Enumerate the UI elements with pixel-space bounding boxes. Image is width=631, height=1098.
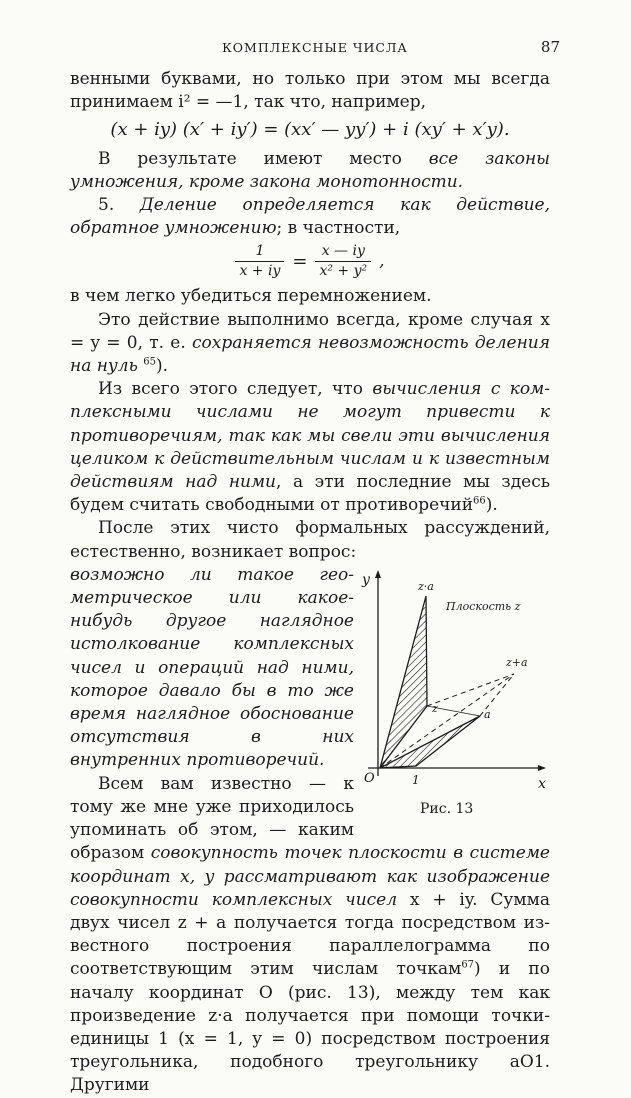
paragraph-7-emphasis: возможно ли такое геометрическое или какое-нибудь другое наглядное истолкование комплексных чисел и операций над ними, которое давало бы в то же время наглядное обоснование отсутствия в них внутренних противоречий. bbox=[70, 564, 354, 771]
label-z: z bbox=[432, 701, 438, 715]
label-z-plus-a: z+a bbox=[506, 655, 528, 669]
fraction-left-numerator: 1 bbox=[255, 243, 265, 260]
paragraph-2-emphasis: все законы умножения, кроме закона монотонности. bbox=[70, 148, 550, 192]
page-number: 87 bbox=[540, 38, 560, 56]
label-plane: Плоскость z bbox=[446, 599, 521, 613]
fraction-left bbox=[235, 242, 284, 281]
formula-comma: , bbox=[379, 251, 385, 272]
y-axis-arrow-icon bbox=[375, 570, 381, 578]
paragraph-7-text: После этих чисто формальных рассуждений, естественно, возникает вопрос: bbox=[70, 518, 550, 562]
paragraph-7-lead bbox=[70, 517, 550, 563]
formula-division bbox=[70, 242, 550, 281]
footnote-ref-66: 66 bbox=[473, 495, 486, 507]
x-axis-arrow-icon bbox=[538, 765, 546, 771]
paragraph-3-emphasis: Деление определяется как действие, обратное умножению bbox=[70, 195, 551, 239]
paragraph-2-text: В результате имеют место bbox=[98, 148, 429, 169]
page-header bbox=[70, 40, 560, 62]
figure-13-diagram bbox=[360, 566, 560, 834]
paragraph-8-text-2: x + iy. Сумма двух чисел z + a получается тогда посредством известного построения параллелограмма по соответствующим этим числам точкам bbox=[70, 889, 550, 980]
footnote-ref-65: 65 bbox=[143, 356, 157, 368]
paragraph-5-text: Это действие выполнимо всегда, кроме случая x = y = 0, т. е. bbox=[70, 309, 550, 353]
paragraph-5-emphasis: сохраняется невозможность деления на нуль bbox=[70, 332, 550, 377]
body-text bbox=[70, 68, 550, 1098]
label-origin: O bbox=[364, 770, 375, 786]
paragraph-8-text: Всем вам известно — к тому же мне уже приходилось упоминать об этом, — каким образом bbox=[70, 773, 354, 864]
label-a: a bbox=[484, 707, 491, 721]
label-y: y bbox=[362, 571, 370, 588]
paragraph-2 bbox=[70, 148, 550, 194]
paragraph-5-end: ). bbox=[156, 356, 169, 377]
triangle-za bbox=[380, 596, 427, 768]
paragraph-6-text-2: , а эти последние мы здесь будем считать свободными от противоречий bbox=[70, 472, 550, 516]
paragraph-1-text: венными буквами, но только при этом мы всегда принимаем i² = —1, так что, например, bbox=[70, 69, 550, 113]
paragraph-3-text: ; в частности, bbox=[276, 218, 401, 239]
label-x: x bbox=[538, 775, 546, 792]
running-title: КОМПЛЕКСНЫЕ ЧИСЛА bbox=[222, 40, 408, 55]
label-za: z·a bbox=[418, 579, 434, 593]
paragraph-8-emphasis: совокупность точек плоскости в системе координат x, y рассматривают как изображение совокупности комплексных чисел bbox=[70, 843, 550, 910]
formula-multiplication: (x + iy) (x′ + iy′) = (xx′ — yy′) + i (xy′ + x′y). bbox=[110, 119, 510, 141]
parallelogram-side-1 bbox=[427, 674, 514, 706]
equals-sign: = bbox=[292, 251, 308, 273]
paragraph-3-number: 5. bbox=[98, 195, 140, 216]
paragraph-1 bbox=[70, 68, 550, 114]
paragraph-6-emphasis: вычисления с комплексными числами не могут привести к противоречиям, так как мы свели эти вычисления целиком к действительным числам и к известным действиям над ними bbox=[70, 379, 551, 493]
paragraph-4-text: в чем легко убедиться перемножением. bbox=[70, 286, 432, 307]
fraction-right-denominator: x² + y² bbox=[315, 261, 371, 281]
paragraph-3 bbox=[70, 194, 550, 240]
paragraph-4 bbox=[70, 285, 550, 308]
figure-text-block bbox=[70, 517, 550, 1097]
paragraph-5 bbox=[70, 309, 550, 379]
label-one: 1 bbox=[412, 772, 420, 787]
footnote-ref-67: 67 bbox=[461, 959, 475, 971]
paragraph-6-end: ). bbox=[485, 495, 498, 516]
fraction-right bbox=[315, 242, 371, 281]
figure-13 bbox=[360, 566, 560, 834]
paragraph-6-text: Из всего этого следует, что bbox=[98, 379, 373, 400]
figure-caption: Рис. 13 bbox=[420, 800, 474, 817]
paragraph-8-end: ) и по началу координат O (рис. 13), между тем как произведение z·a получается при помощи точки-единицы 1 (x = 1, y = 0) посредством построения треугольника, подобного треугольнику aO1. Другими bbox=[70, 959, 550, 1096]
fraction-left-denominator: x + iy bbox=[235, 261, 284, 281]
paragraph-6 bbox=[70, 378, 550, 517]
fraction-right-numerator: x — iy bbox=[321, 243, 365, 260]
